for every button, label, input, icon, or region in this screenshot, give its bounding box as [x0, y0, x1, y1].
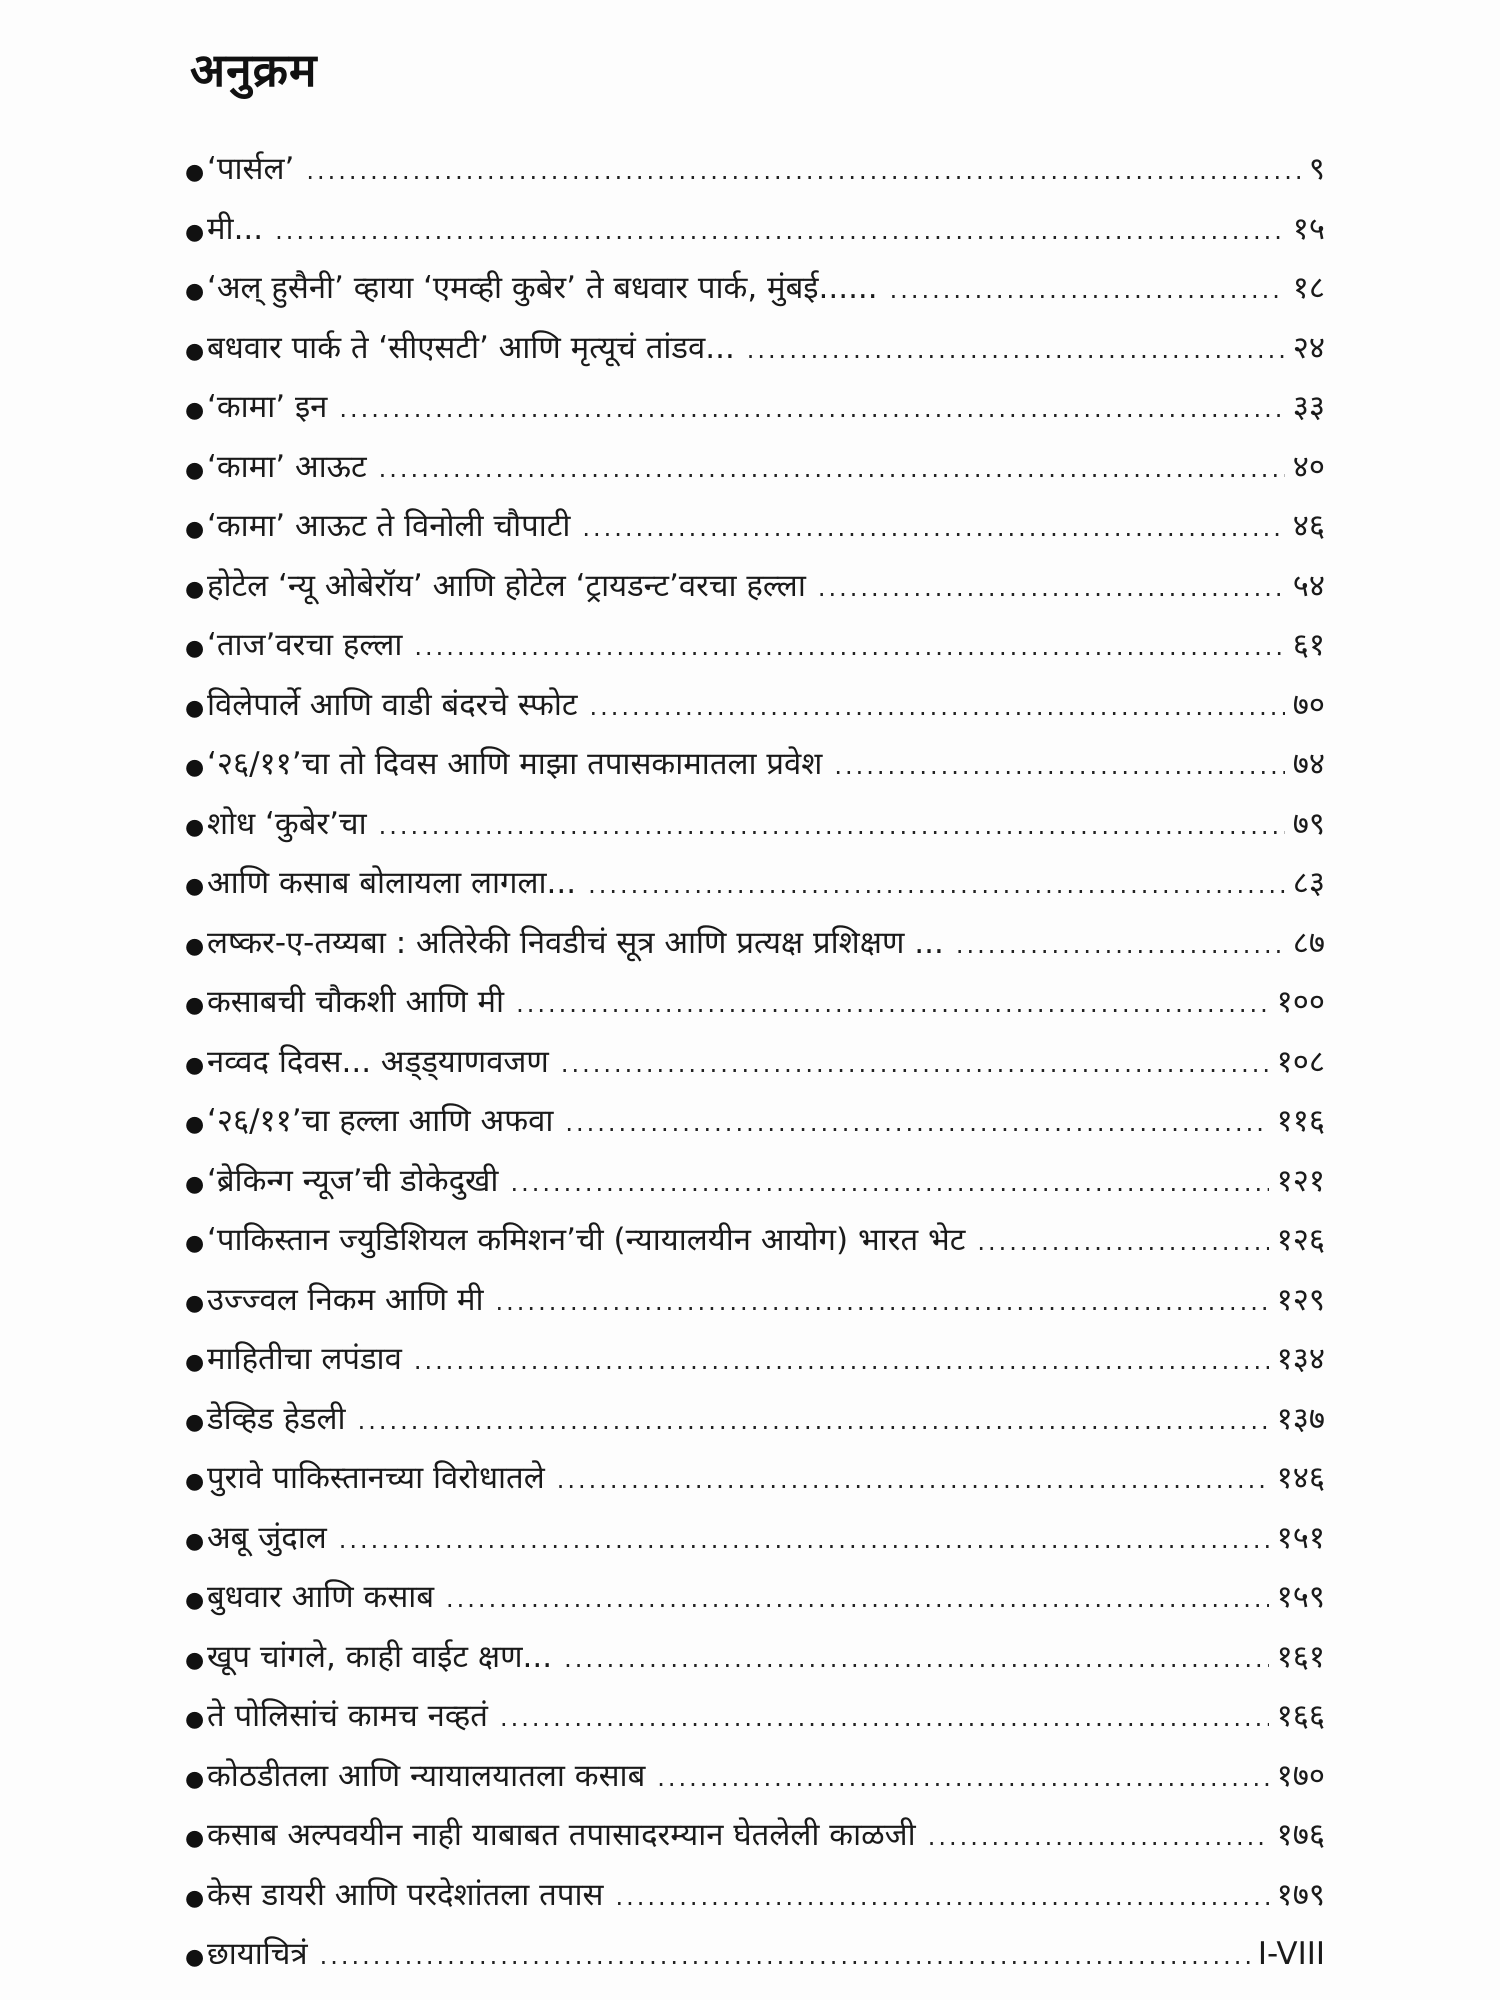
toc-entry-title: विलेपार्ले आणि वाडी बंदरचे स्फोट — [207, 686, 578, 723]
toc-entry-title: कसाब अल्पवयीन नाही याबाबत तपासादरम्यान घेतलेली काळजी — [207, 1817, 916, 1853]
toc-entry — [185, 1687, 1325, 1747]
toc-entry-page: १८ — [1292, 270, 1325, 306]
dot-leader — [561, 1035, 1269, 1095]
toc-entry-title: मी... — [207, 210, 264, 247]
toc-entry-page: १३७ — [1276, 1400, 1325, 1437]
toc-entry-page: १५१ — [1276, 1519, 1325, 1556]
dot-leader — [516, 975, 1269, 1035]
toc-entry-title: डेव्हिड हेडली — [207, 1400, 346, 1437]
bullet-icon: ● — [185, 1052, 205, 1078]
dot-leader — [379, 797, 1285, 857]
toc-entry-page: २४ — [1292, 329, 1325, 366]
dot-leader — [565, 1094, 1268, 1154]
bullet-icon: ● — [185, 1409, 205, 1435]
bullet-icon: ● — [185, 457, 205, 483]
toc-entry-title: ‘ताज’वरचा हल्ला — [207, 627, 403, 663]
toc-entry-title: बुधवार आणि कसाब — [207, 1579, 435, 1615]
toc-entry-page: १६१ — [1276, 1638, 1325, 1675]
page-title: अनुक्रम — [190, 43, 318, 97]
bullet-icon: ● — [185, 1528, 205, 1554]
toc-entry — [185, 1152, 1325, 1212]
toc-entry-title: अबू जुंदाल — [207, 1519, 327, 1556]
dot-leader — [339, 1511, 1269, 1571]
toc-entry-title: पुरावे पाकिस्तानच्या विरोधातले — [207, 1460, 545, 1496]
toc-entry — [185, 200, 1325, 260]
dot-leader — [414, 1332, 1269, 1392]
toc-entry — [185, 319, 1325, 379]
toc-entry — [185, 1509, 1325, 1569]
dot-leader — [564, 1630, 1269, 1690]
bullet-icon: ● — [185, 814, 205, 840]
toc-entry — [185, 140, 1325, 200]
dot-leader — [588, 856, 1285, 916]
toc-entry-page: ८७ — [1292, 924, 1325, 961]
bullet-icon: ● — [185, 1945, 205, 1970]
dot-leader — [956, 916, 1285, 976]
bullet-icon: ● — [185, 1469, 205, 1494]
toc-entry-title: ‘कामा’ इन — [207, 389, 328, 425]
toc-entry-page: ७० — [1292, 686, 1325, 723]
dot-leader — [446, 1570, 1269, 1630]
toc-entry-title: केस डायरी आणि परदेशांतला तपास — [207, 1876, 604, 1913]
bullet-icon: ● — [185, 1766, 205, 1792]
dot-leader — [657, 1749, 1268, 1809]
dot-leader — [747, 321, 1285, 381]
bullet-icon: ● — [185, 993, 205, 1018]
toc-entry — [185, 1568, 1325, 1628]
toc-entry-page: १२९ — [1276, 1281, 1325, 1318]
toc-entry-page: १५९ — [1276, 1579, 1325, 1615]
dot-leader — [379, 440, 1285, 500]
toc-entry-title: ‘पार्सल’ — [207, 151, 295, 187]
toc-entry — [185, 557, 1325, 617]
toc-entry-page: ४६ — [1292, 508, 1325, 544]
bullet-icon: ● — [185, 755, 205, 780]
toc-entry — [185, 1390, 1325, 1450]
bullet-icon: ● — [185, 398, 205, 423]
dot-leader — [306, 142, 1301, 202]
toc-entry — [185, 1211, 1325, 1271]
toc-entry-title: ‘२६/११’चा तो दिवस आणि माझा तपासकामातला प्रवेश — [207, 746, 823, 782]
bullet-icon: ● — [185, 695, 205, 721]
dot-leader — [414, 618, 1284, 678]
dot-leader — [510, 1154, 1268, 1214]
toc-entry — [185, 497, 1325, 557]
bullet-icon: ● — [185, 1826, 205, 1851]
bullet-icon: ● — [185, 1647, 205, 1673]
toc-entry-title: नव्वद दिवस... अड्ड्याणवजण — [207, 1043, 549, 1080]
toc-entry — [185, 914, 1325, 974]
dot-leader — [275, 202, 1285, 262]
toc-entry-page: I-VIII — [1257, 1936, 1325, 1972]
dot-leader — [818, 559, 1285, 619]
toc-entry — [185, 735, 1325, 795]
toc-entry — [185, 259, 1325, 319]
table-of-contents — [185, 140, 1325, 1985]
toc-entry-page: १२१ — [1276, 1162, 1325, 1199]
toc-entry — [185, 854, 1325, 914]
dot-leader — [590, 678, 1285, 738]
toc-entry-title: छायाचित्रं — [207, 1936, 308, 1972]
toc-entry-page: १४६ — [1276, 1460, 1325, 1496]
toc-entry — [185, 616, 1325, 676]
toc-entry-page: १७६ — [1276, 1817, 1325, 1853]
toc-entry-page: १५ — [1292, 210, 1325, 247]
dot-leader — [890, 261, 1285, 321]
toc-entry-title: लष्कर-ए-तय्यबा : अतिरेकी निवडीचं सूत्र आणि प्रत्यक्ष प्रशिक्षण ... — [207, 924, 944, 961]
toc-entry — [185, 1806, 1325, 1866]
dot-leader — [977, 1213, 1268, 1273]
toc-entry-page: ९ — [1308, 151, 1325, 187]
dot-leader — [496, 1273, 1269, 1333]
dot-leader — [928, 1808, 1269, 1868]
toc-entry-page: ७९ — [1292, 805, 1325, 842]
bullet-icon: ● — [185, 338, 205, 364]
dot-leader — [834, 737, 1284, 797]
toc-entry-page: १०८ — [1276, 1043, 1325, 1080]
toc-entry — [185, 676, 1325, 736]
toc-entry-page: ६१ — [1292, 627, 1325, 663]
toc-entry-page: १२६ — [1276, 1222, 1325, 1258]
toc-entry-title: कोठडीतला आणि न्यायालयातला कसाब — [207, 1757, 646, 1794]
bullet-icon: ● — [185, 636, 205, 661]
toc-entry-title: ‘ब्रेकिन्ग न्यूज’ची डोकेदुखी — [207, 1162, 499, 1199]
bullet-icon: ● — [185, 1290, 205, 1316]
dot-leader — [557, 1451, 1269, 1511]
toc-entry-page: १३४ — [1276, 1341, 1325, 1377]
toc-entry-page: ११६ — [1276, 1103, 1325, 1139]
toc-entry-title: उज्ज्वल निकम आणि मी — [207, 1281, 484, 1318]
bullet-icon: ● — [185, 219, 205, 245]
dot-leader — [615, 1868, 1268, 1928]
toc-entry-page: ३३ — [1292, 389, 1325, 425]
dot-leader — [500, 1689, 1269, 1749]
toc-entry — [185, 1449, 1325, 1509]
toc-entry-page: ४० — [1292, 448, 1325, 485]
toc-entry — [185, 795, 1325, 855]
bullet-icon: ● — [185, 1171, 205, 1197]
toc-entry-page: ८३ — [1292, 865, 1325, 901]
toc-entry-page: १०० — [1276, 984, 1325, 1020]
toc-entry-title: ‘पाकिस्तान ज्युडिशियल कमिशन’ची (न्यायालयीन आयोग) भारत भेट — [207, 1222, 966, 1258]
bullet-icon: ● — [185, 1112, 205, 1137]
toc-entry — [185, 1033, 1325, 1093]
toc-entry-title: शोध ‘कुबेर’चा — [207, 805, 367, 842]
toc-entry-title: ते पोलिसांचं कामच नव्हतं — [207, 1698, 488, 1734]
toc-entry-title: आणि कसाब बोलायला लागला... — [207, 865, 577, 901]
toc-entry-page: ७४ — [1292, 746, 1325, 782]
toc-entry — [185, 378, 1325, 438]
toc-entry — [185, 1271, 1325, 1331]
dot-leader — [358, 1392, 1269, 1452]
toc-entry-page: १६६ — [1276, 1698, 1325, 1734]
toc-entry-page: १७० — [1276, 1757, 1325, 1794]
toc-entry — [185, 973, 1325, 1033]
toc-entry — [185, 1925, 1325, 1985]
toc-entry — [185, 1628, 1325, 1688]
toc-entry-title: ‘२६/११’चा हल्ला आणि अफवा — [207, 1103, 554, 1139]
bullet-icon: ● — [185, 160, 205, 185]
toc-entry — [185, 438, 1325, 498]
toc-entry-title: ‘कामा’ आऊट — [207, 448, 367, 485]
toc-entry-page: ५४ — [1292, 567, 1325, 604]
toc-entry-title: खूप चांगले, काही वाईट क्षण... — [207, 1638, 553, 1675]
bullet-icon: ● — [185, 576, 205, 602]
bullet-icon: ● — [185, 1707, 205, 1732]
toc-entry-title: ‘कामा’ आऊट ते विनोली चौपाटी — [207, 508, 571, 544]
toc-entry — [185, 1092, 1325, 1152]
toc-entry-title: माहितीचा लपंडाव — [207, 1341, 402, 1377]
dot-leader — [339, 380, 1284, 440]
bullet-icon: ● — [185, 874, 205, 899]
bullet-icon: ● — [185, 1350, 205, 1375]
toc-entry — [185, 1866, 1325, 1926]
bullet-icon: ● — [185, 517, 205, 542]
dot-leader — [320, 1927, 1250, 1987]
bullet-icon: ● — [185, 1588, 205, 1613]
toc-entry-title: कसाबची चौकशी आणि मी — [207, 984, 505, 1020]
toc-entry — [185, 1330, 1325, 1390]
bullet-icon: ● — [185, 933, 205, 959]
toc-entry — [185, 1747, 1325, 1807]
toc-entry-page: १७९ — [1276, 1876, 1325, 1913]
toc-entry-title: बधवार पार्क ते ‘सीएसटी’ आणि मृत्यूचं तांडव... — [207, 329, 735, 366]
bullet-icon: ● — [185, 279, 205, 304]
bullet-icon: ● — [185, 1231, 205, 1256]
toc-entry-title: ‘अल् हुसैनी’ व्हाया ‘एमव्ही कुबेर’ ते बधवार पार्क, मुंबई...... — [207, 270, 878, 306]
toc-entry-title: होटेल ‘न्यू ओबेरॉय’ आणि होटेल ‘ट्रायडन्ट’वरचा हल्ला — [207, 567, 806, 604]
dot-leader — [582, 499, 1284, 559]
bullet-icon: ● — [185, 1885, 205, 1911]
